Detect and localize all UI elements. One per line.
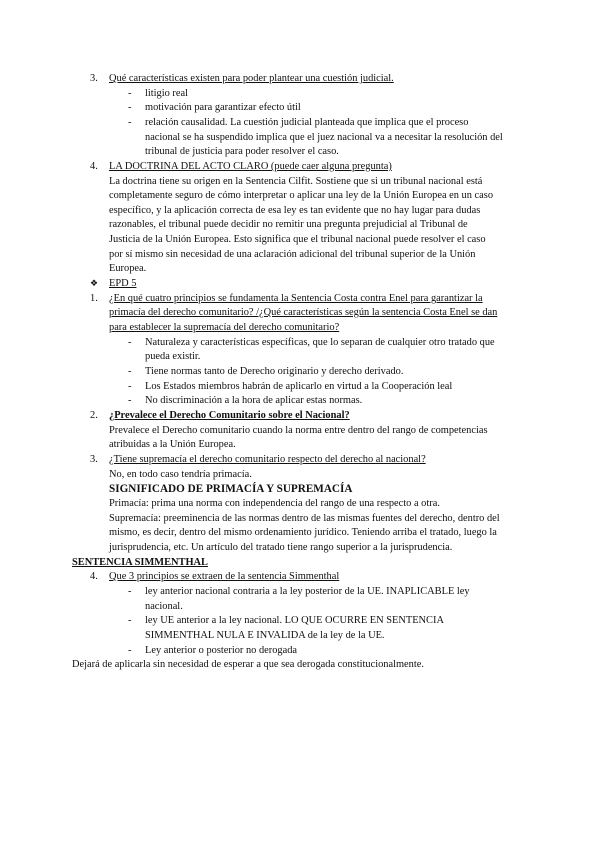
section-heading: SIGNIFICADO DE PRIMACÍA Y SUPREMACÍA — [109, 483, 353, 495]
paragraph-line: Prevalece el Derecho comunitario cuando la norma entre dentro del rango de competencias — [109, 425, 488, 436]
dash-bullet: - — [128, 102, 132, 113]
answer-line: No, en todo caso tendría primacía. — [109, 469, 252, 480]
closing-line: Dejará de aplicarla sin necesidad de esperar a que sea derogada constitucionalmente. — [72, 659, 424, 670]
list-item: litigio real — [145, 88, 188, 99]
dash-bullet: - — [128, 381, 132, 392]
list-item: motivación para garantizar efecto útil — [145, 102, 301, 113]
paragraph-line: Europea. — [109, 263, 147, 274]
question-title: Que 3 principios se extraen de la sentencia Simmenthal — [109, 571, 340, 582]
paragraph-line: La doctrina tiene su origen en la Sentencia Cilfit. Sostiene que si un tribunal nacional está — [109, 176, 483, 187]
diamond-bullet-icon: ❖ — [90, 279, 99, 289]
question-title-cont: para establecer la supremacía del derecho comunitario? — [109, 322, 340, 333]
item-number: 4. — [90, 161, 98, 172]
paragraph-line: Primacía: prima una norma con independencia del rango de una respecto a otra. — [109, 498, 440, 509]
list-item: Los Estados miembros habrán de aplicarlo en virtud a la Cooperación leal — [145, 381, 453, 392]
dash-bullet: - — [128, 117, 132, 128]
dash-bullet: - — [128, 586, 132, 597]
question-title: ¿Prevalece el Derecho Comunitario sobre el Nacional? — [109, 410, 350, 421]
list-item: relación causalidad. La cuestión judicial planteada que implica que el proceso — [145, 117, 469, 128]
item-number: 1. — [90, 293, 98, 304]
list-item: Naturaleza y características específicas, que lo separan de cualquier otro tratado que — [145, 337, 495, 348]
list-item-cont: pueda existir. — [145, 351, 201, 362]
item-number: 4. — [90, 571, 98, 582]
list-item: ley UE anterior a la ley nacional. LO QUE OCURRE EN SENTENCIA — [145, 615, 444, 626]
list-item: ley anterior nacional contraria a la ley posterior de la UE. INAPLICABLE ley — [145, 586, 470, 597]
dash-bullet: - — [128, 615, 132, 626]
list-item: No discriminación a la hora de aplicar estas normas. — [145, 395, 363, 406]
dash-bullet: - — [128, 337, 132, 348]
dash-bullet: - — [128, 366, 132, 377]
dash-bullet: - — [128, 88, 132, 99]
list-item-cont: nacional se ha suspendido implica que el juez nacional va a necesitar la resolución del — [145, 132, 503, 143]
item-number: 2. — [90, 410, 98, 421]
list-item-cont: SIMMENTHAL NULA E INVALIDA de la ley de la UE. — [145, 630, 385, 641]
question-title: Qué características existen para poder plantear una cuestión judicial. — [109, 73, 394, 84]
paragraph-line: Justicia de la Unión Europea. Esto significa que el tribunal nacional puede resolver el caso — [109, 234, 486, 245]
paragraph-line: Supremacía: preeminencia de las normas dentro de las mismas fuentes del derecho, dentro del — [109, 513, 500, 524]
paragraph-line: mismo, es decir, dentro del mismo ordenamiento jurídico. Teniendo arriba el tratado, luego la — [109, 527, 497, 538]
dash-bullet: - — [128, 645, 132, 656]
dash-bullet: - — [128, 395, 132, 406]
list-item: Ley anterior o posterior no derogada — [145, 645, 298, 656]
paragraph-line: por sí mismo sin necesidad de una aclaración adicional del tribunal superior de la Unión — [109, 249, 476, 260]
list-item: Tiene normas tanto de Derecho originario y derecho derivado. — [145, 366, 404, 377]
question-title: LA DOCTRINA DEL ACTO CLARO (puede caer alguna pregunta) — [109, 161, 392, 172]
question-title: ¿En qué cuatro principios se fundamenta la Sentencia Costa contra Enel para garantizar la — [109, 293, 483, 304]
epd-label: EPD 5 — [109, 278, 137, 289]
paragraph-line: específico, y la aplicación correcta de esa ley es tan evidente que no hay lugar para dudas — [109, 205, 481, 216]
paragraph-line: jurisprudencia, etc. Un artículo del tratado tiene rango superior a la jurisprudencia. — [109, 542, 453, 553]
section-heading: SENTENCIA SIMMENTHAL — [72, 557, 208, 568]
question-title-cont: primacía del derecho comunitario? /¿Qué características según la sentencia Costa Enel se dan — [109, 307, 498, 318]
list-item-cont: tribunal de justicia para poder resolver el caso. — [145, 146, 339, 157]
paragraph-line: atribuidas a la Unión Europea. — [109, 439, 236, 450]
paragraph-line: completamente seguro de cómo interpretar o aplicar una ley de la Unión Europea en un caso — [109, 190, 494, 201]
item-number: 3. — [90, 454, 98, 465]
list-item-cont: nacional. — [145, 601, 183, 612]
paragraph-line: razonables, el tribunal puede decidir no remitir una pregunta prejudicial al Tribunal de — [109, 219, 468, 230]
question-title: ¿Tiene supremacía el derecho comunitario respecto del derecho al nacional? — [109, 454, 426, 465]
item-number: 3. — [90, 73, 98, 84]
